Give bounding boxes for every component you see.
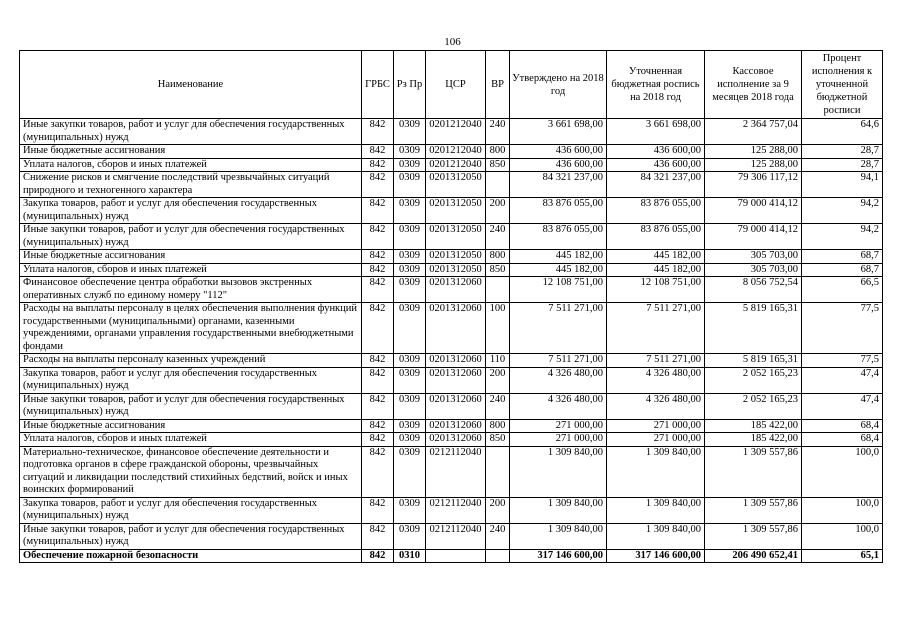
table-row: [20, 158, 883, 172]
header-row: [20, 51, 883, 119]
cell-rzpr: 0310: [394, 549, 426, 563]
cell-pct: 66,5: [802, 277, 883, 303]
cell-approved: 7 511 271,00: [510, 354, 607, 368]
cell-grbs: 842: [362, 497, 394, 523]
table-row: [20, 198, 883, 224]
cell-vr: 850: [486, 263, 510, 277]
cell-approved: 317 146 600,00: [510, 549, 607, 563]
cell-rzpr: 0309: [394, 354, 426, 368]
cell-cash: 2 364 757,04: [705, 119, 802, 145]
cell-name: Расходы на выплаты персоналу в целях обеспечения выполнения функций государственными (муниципальными) органами, казенными учреждениями, органами управления государственными внебюджетными фондами: [20, 303, 362, 354]
cell-approved: 271 000,00: [510, 419, 607, 433]
cell-name: Снижение рисков и смягчение последствий чрезвычайных ситуаций природного и техногенного характера: [20, 172, 362, 198]
cell-pct: 68,4: [802, 433, 883, 447]
cell-grbs: 842: [362, 250, 394, 264]
cell-vr: [486, 446, 510, 497]
table-row: [20, 419, 883, 433]
table-row: [20, 549, 883, 563]
header-name: Наименование: [20, 51, 362, 119]
cell-name: Иные бюджетные ассигнования: [20, 419, 362, 433]
cell-name: Закупка товаров, работ и услуг для обеспечения государственных (муниципальных) нужд: [20, 198, 362, 224]
cell-csr: 0201312050: [426, 263, 486, 277]
table-row: [20, 523, 883, 549]
cell-rzpr: 0309: [394, 497, 426, 523]
cell-refined: 3 661 698,00: [607, 119, 705, 145]
cell-csr: 0201212040: [426, 158, 486, 172]
cell-refined: 1 309 840,00: [607, 497, 705, 523]
cell-grbs: 842: [362, 172, 394, 198]
cell-cash: 2 052 165,23: [705, 393, 802, 419]
cell-rzpr: 0309: [394, 158, 426, 172]
cell-name: Закупка товаров, работ и услуг для обеспечения государственных (муниципальных) нужд: [20, 497, 362, 523]
cell-rzpr: 0309: [394, 119, 426, 145]
cell-approved: 7 511 271,00: [510, 303, 607, 354]
cell-vr: 240: [486, 224, 510, 250]
cell-csr: 0201312060: [426, 419, 486, 433]
cell-pct: 94,2: [802, 198, 883, 224]
cell-refined: 83 876 055,00: [607, 198, 705, 224]
cell-refined: 445 182,00: [607, 250, 705, 264]
cell-grbs: 842: [362, 549, 394, 563]
cell-grbs: 842: [362, 224, 394, 250]
cell-grbs: 842: [362, 393, 394, 419]
cell-refined: 7 511 271,00: [607, 354, 705, 368]
cell-name: Иные закупки товаров, работ и услуг для обеспечения государственных (муниципальных) нужд: [20, 393, 362, 419]
cell-vr: 800: [486, 250, 510, 264]
cell-csr: 0201312060: [426, 393, 486, 419]
header-percent: Процент исполнения к уточненной бюджетной росписи: [802, 51, 883, 119]
cell-vr: 110: [486, 354, 510, 368]
table-row: [20, 250, 883, 264]
cell-cash: 125 288,00: [705, 158, 802, 172]
cell-rzpr: 0309: [394, 250, 426, 264]
cell-approved: 83 876 055,00: [510, 198, 607, 224]
cell-cash: 125 288,00: [705, 145, 802, 159]
cell-cash: 79 000 414,12: [705, 198, 802, 224]
cell-rzpr: 0309: [394, 303, 426, 354]
cell-cash: 2 052 165,23: [705, 367, 802, 393]
page-number: 106: [444, 36, 461, 48]
cell-grbs: 842: [362, 145, 394, 159]
cell-refined: 436 600,00: [607, 158, 705, 172]
cell-cash: 79 000 414,12: [705, 224, 802, 250]
cell-csr: 0201312060: [426, 303, 486, 354]
cell-refined: 4 326 480,00: [607, 393, 705, 419]
cell-csr: 0201212040: [426, 145, 486, 159]
cell-csr: 0201312060: [426, 354, 486, 368]
table-row: [20, 277, 883, 303]
header-grbs: ГРБС: [362, 51, 394, 119]
header-cash: Кассовое исполнение за 9 месяцев 2018 года: [705, 51, 802, 119]
cell-vr: 800: [486, 419, 510, 433]
table-row: [20, 172, 883, 198]
cell-cash: 8 056 752,54: [705, 277, 802, 303]
cell-rzpr: 0309: [394, 367, 426, 393]
cell-vr: 850: [486, 158, 510, 172]
cell-csr: 0201312060: [426, 277, 486, 303]
cell-vr: 240: [486, 119, 510, 145]
cell-approved: 445 182,00: [510, 263, 607, 277]
cell-pct: 100,0: [802, 497, 883, 523]
cell-refined: 317 146 600,00: [607, 549, 705, 563]
cell-rzpr: 0309: [394, 224, 426, 250]
cell-grbs: 842: [362, 303, 394, 354]
cell-name: Расходы на выплаты персоналу казенных учреждений: [20, 354, 362, 368]
cell-refined: 83 876 055,00: [607, 224, 705, 250]
cell-pct: 77,5: [802, 354, 883, 368]
cell-grbs: 842: [362, 263, 394, 277]
cell-approved: 3 661 698,00: [510, 119, 607, 145]
cell-pct: 28,7: [802, 158, 883, 172]
cell-rzpr: 0309: [394, 145, 426, 159]
cell-pct: 28,7: [802, 145, 883, 159]
cell-pct: 64,6: [802, 119, 883, 145]
cell-approved: 1 309 840,00: [510, 497, 607, 523]
cell-pct: 94,2: [802, 224, 883, 250]
cell-pct: 94,1: [802, 172, 883, 198]
cell-csr: 0201312060: [426, 367, 486, 393]
cell-grbs: 842: [362, 119, 394, 145]
cell-grbs: 842: [362, 446, 394, 497]
cell-csr: 0201312050: [426, 250, 486, 264]
table-row: [20, 145, 883, 159]
cell-refined: 1 309 840,00: [607, 446, 705, 497]
cell-name: Закупка товаров, работ и услуг для обеспечения государственных (муниципальных) нужд: [20, 367, 362, 393]
cell-refined: 7 511 271,00: [607, 303, 705, 354]
cell-vr: 100: [486, 303, 510, 354]
cell-rzpr: 0309: [394, 446, 426, 497]
table-row: [20, 393, 883, 419]
cell-refined: 436 600,00: [607, 145, 705, 159]
cell-approved: 1 309 840,00: [510, 446, 607, 497]
cell-refined: 4 326 480,00: [607, 367, 705, 393]
table-row: [20, 367, 883, 393]
cell-csr: 0212112040: [426, 523, 486, 549]
table-row: [20, 497, 883, 523]
cell-name: Уплата налогов, сборов и иных платежей: [20, 263, 362, 277]
table-row: [20, 446, 883, 497]
cell-rzpr: 0309: [394, 523, 426, 549]
table-row: [20, 224, 883, 250]
cell-grbs: 842: [362, 198, 394, 224]
cell-grbs: 842: [362, 354, 394, 368]
cell-approved: 436 600,00: [510, 145, 607, 159]
cell-name: Обеспечение пожарной безопасности: [20, 549, 362, 563]
header-vr: ВР: [486, 51, 510, 119]
cell-csr: [426, 549, 486, 563]
cell-rzpr: 0309: [394, 172, 426, 198]
cell-grbs: 842: [362, 419, 394, 433]
cell-cash: 1 309 557,86: [705, 497, 802, 523]
cell-cash: 5 819 165,31: [705, 354, 802, 368]
header-refined: Уточненная бюджетная роспись на 2018 год: [607, 51, 705, 119]
cell-cash: 185 422,00: [705, 419, 802, 433]
cell-approved: 84 321 237,00: [510, 172, 607, 198]
table-row: [20, 263, 883, 277]
cell-refined: 271 000,00: [607, 419, 705, 433]
table-row: [20, 433, 883, 447]
table-row: [20, 303, 883, 354]
cell-grbs: 842: [362, 277, 394, 303]
cell-refined: 84 321 237,00: [607, 172, 705, 198]
cell-approved: 4 326 480,00: [510, 393, 607, 419]
cell-csr: 0201312050: [426, 224, 486, 250]
cell-pct: 100,0: [802, 446, 883, 497]
cell-vr: [486, 549, 510, 563]
cell-csr: 0201312050: [426, 198, 486, 224]
cell-approved: 83 876 055,00: [510, 224, 607, 250]
cell-cash: 79 306 117,12: [705, 172, 802, 198]
cell-approved: 1 309 840,00: [510, 523, 607, 549]
cell-rzpr: 0309: [394, 263, 426, 277]
cell-cash: 1 309 557,86: [705, 523, 802, 549]
cell-approved: 436 600,00: [510, 158, 607, 172]
cell-pct: 47,4: [802, 367, 883, 393]
cell-grbs: 842: [362, 523, 394, 549]
cell-cash: 206 490 652,41: [705, 549, 802, 563]
cell-vr: [486, 277, 510, 303]
cell-approved: 445 182,00: [510, 250, 607, 264]
cell-refined: 445 182,00: [607, 263, 705, 277]
cell-name: Уплата налогов, сборов и иных платежей: [20, 433, 362, 447]
cell-grbs: 842: [362, 433, 394, 447]
cell-refined: 1 309 840,00: [607, 523, 705, 549]
cell-rzpr: 0309: [394, 198, 426, 224]
cell-csr: 0212112040: [426, 446, 486, 497]
cell-refined: 271 000,00: [607, 433, 705, 447]
header-rzpr: Рз Пр: [394, 51, 426, 119]
cell-name: Иные бюджетные ассигнования: [20, 250, 362, 264]
cell-approved: 271 000,00: [510, 433, 607, 447]
cell-approved: 4 326 480,00: [510, 367, 607, 393]
cell-cash: 305 703,00: [705, 263, 802, 277]
cell-pct: 65,1: [802, 549, 883, 563]
cell-csr: 0201312060: [426, 433, 486, 447]
cell-cash: 1 309 557,86: [705, 446, 802, 497]
cell-vr: 240: [486, 393, 510, 419]
cell-pct: 100,0: [802, 523, 883, 549]
cell-pct: 77,5: [802, 303, 883, 354]
cell-approved: 12 108 751,00: [510, 277, 607, 303]
cell-refined: 12 108 751,00: [607, 277, 705, 303]
cell-pct: 68,7: [802, 250, 883, 264]
cell-pct: 68,4: [802, 419, 883, 433]
cell-name: Финансовое обеспечение центра обработки вызовов экстренных оперативных служб по единому номеру "112": [20, 277, 362, 303]
cell-grbs: 842: [362, 367, 394, 393]
cell-pct: 68,7: [802, 263, 883, 277]
cell-csr: 0212112040: [426, 497, 486, 523]
header-csr: ЦСР: [426, 51, 486, 119]
cell-rzpr: 0309: [394, 419, 426, 433]
cell-name: Иные бюджетные ассигнования: [20, 145, 362, 159]
cell-name: Иные закупки товаров, работ и услуг для обеспечения государственных (муниципальных) нужд: [20, 523, 362, 549]
table-row: [20, 354, 883, 368]
cell-vr: 240: [486, 523, 510, 549]
table-row: [20, 119, 883, 145]
budget-table: [19, 50, 883, 563]
cell-rzpr: 0309: [394, 393, 426, 419]
cell-rzpr: 0309: [394, 433, 426, 447]
cell-name: Иные закупки товаров, работ и услуг для обеспечения государственных (муниципальных) нужд: [20, 119, 362, 145]
cell-csr: 020131205​0: [426, 172, 486, 198]
cell-vr: 200: [486, 367, 510, 393]
cell-vr: [486, 172, 510, 198]
cell-name: Иные закупки товаров, работ и услуг для обеспечения государственных (муниципальных) нужд: [20, 224, 362, 250]
cell-rzpr: 0309: [394, 277, 426, 303]
cell-vr: 200: [486, 497, 510, 523]
cell-name: Материально-техническое, финансовое обеспечение деятельности и подготовка органов в сфере гражданской обороны, чрезвычайных ситуаций и ликвидации последствий стихийных бедствий, войск и иных воинских формирований: [20, 446, 362, 497]
cell-name: Уплата налогов, сборов и иных платежей: [20, 158, 362, 172]
cell-cash: 185 422,00: [705, 433, 802, 447]
cell-vr: 850: [486, 433, 510, 447]
header-approved: Утверждено на 2018 год: [510, 51, 607, 119]
cell-pct: 47,4: [802, 393, 883, 419]
cell-grbs: 842: [362, 158, 394, 172]
cell-vr: 800: [486, 145, 510, 159]
cell-cash: 5 819 165,31: [705, 303, 802, 354]
cell-csr: 0201212040: [426, 119, 486, 145]
cell-vr: 200: [486, 198, 510, 224]
cell-cash: 305 703,00: [705, 250, 802, 264]
